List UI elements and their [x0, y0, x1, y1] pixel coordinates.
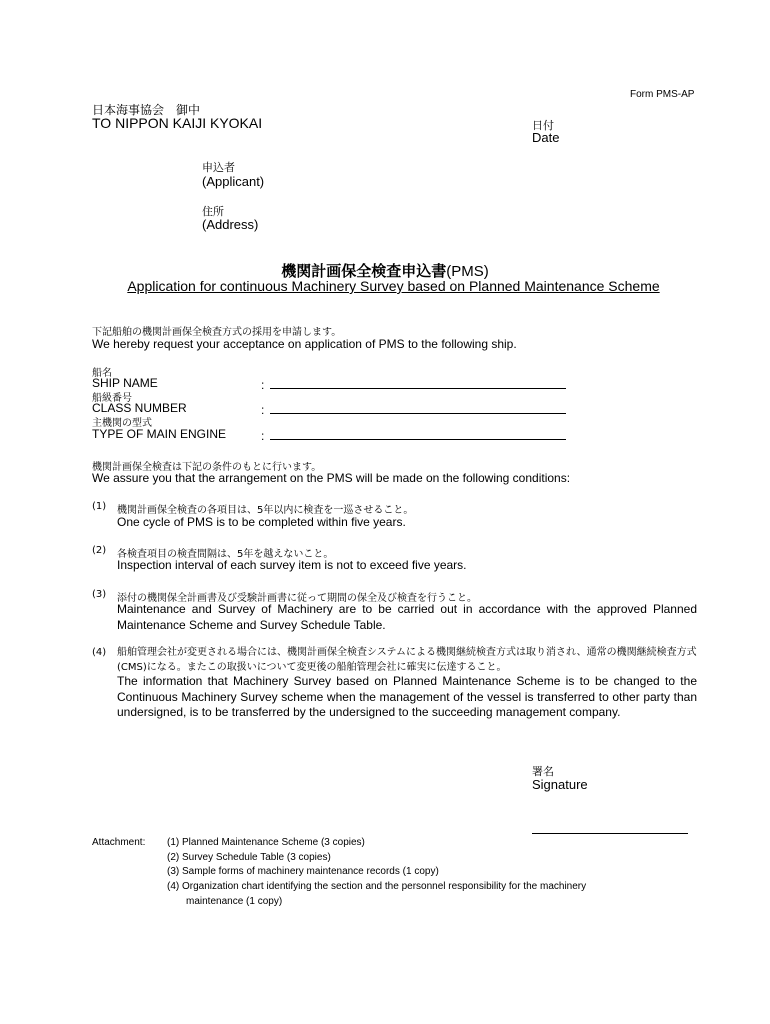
- request-jp: 下記船舶の機関計画保全検査方式の採用を申請します。: [92, 327, 342, 338]
- condition-3-jp: 添付の機関保全計画書及び受験計画書に従って期間の保全及び検査を行うこと。: [117, 593, 477, 604]
- condition-2-number: (2): [92, 545, 107, 556]
- main-engine-label-en: TYPE OF MAIN ENGINE: [92, 427, 227, 441]
- signature-field[interactable]: [532, 833, 688, 834]
- condition-1-en: One cycle of PMS is to be completed within five years.: [117, 515, 406, 529]
- addressee-jp: 日本海事協会 御中: [92, 103, 201, 117]
- main-engine-field[interactable]: [270, 439, 566, 440]
- condition-4-jp: 船舶管理会社が変更される場合には、機関計画保全検査システムによる機関継続検査方式は取り消され、通常の機関継続検査方式(CMS)になる。またこの取扱いについて変更後の船舶管理会社に確実に伝達すること。: [117, 647, 697, 673]
- ship-name-field[interactable]: [270, 388, 566, 389]
- class-number-field[interactable]: [270, 413, 566, 414]
- title-jp-text: 機関計画保全検査申込書: [281, 262, 447, 280]
- title-jp-suffix: (PMS): [446, 263, 489, 280]
- condition-4-en: The information that Machinery Survey based on Planned Maintenance Scheme is to be changed to the Continuous Machinery Survey scheme when the management of the vessel is transferred to other party than undersigned, is to be transferred by the undersigned to the succeeding management company.: [117, 674, 697, 719]
- signature-label-en: Signature: [532, 777, 588, 792]
- date-label-en: Date: [532, 130, 560, 145]
- condition-1-jp: 機関計画保全検査の各項目は、5年以内に検査を一巡させること。: [117, 505, 414, 516]
- attachment-item-4-cont: maintenance (1 copy): [186, 896, 283, 907]
- condition-2-jp: 各検査項目の検査間隔は、5年を越えないこと。: [117, 549, 334, 560]
- ship-name-label-en: SHIP NAME: [92, 376, 158, 390]
- conditions-intro-en: We assure you that the arrangement on the PMS will be made on the following conditions:: [92, 471, 571, 485]
- ship-name-label-jp: 船名: [92, 368, 112, 379]
- main-engine-colon: :: [261, 429, 265, 443]
- applicant-label-en: (Applicant): [202, 174, 265, 189]
- condition-3-en: Maintenance and Survey of Machinery are to be carried out in accordance with the approved Planned Maintenance Scheme and Survey Schedule Table.: [117, 602, 697, 632]
- attachment-item-2: (2) Survey Schedule Table (3 copies): [167, 852, 331, 863]
- date-label-jp: 日付: [532, 119, 554, 132]
- addressee-en: TO NIPPON KAIJI KYOKAI: [92, 115, 263, 131]
- class-number-label-en: CLASS NUMBER: [92, 401, 187, 415]
- condition-1-number: (1): [92, 501, 107, 512]
- applicant-label-jp: 申込者: [202, 161, 235, 174]
- class-number-label-jp: 船級番号: [92, 393, 132, 404]
- attachment-label: Attachment:: [92, 837, 146, 848]
- signature-label-jp: 署名: [532, 765, 554, 778]
- ship-name-colon: :: [261, 378, 265, 392]
- page-title-en: Application for continuous Machinery Survey based on Planned Maintenance Scheme: [127, 278, 660, 294]
- address-label-en: (Address): [202, 217, 259, 232]
- condition-4-number: (4): [92, 647, 107, 658]
- attachment-item-3: (3) Sample forms of machinery maintenance records (1 copy): [167, 866, 439, 877]
- request-en: We hereby request your acceptance on application of PMS to the following ship.: [92, 337, 517, 351]
- main-engine-label-jp: 主機関の型式: [92, 418, 152, 429]
- address-label-jp: 住所: [202, 205, 224, 218]
- attachment-item-4: (4) Organization chart identifying the section and the personnel responsibility for the machinery: [167, 881, 587, 892]
- conditions-intro-jp: 機関計画保全検査は下記の条件のもとに行います。: [92, 462, 322, 473]
- condition-3-number: (3): [92, 589, 107, 600]
- attachment-item-1: (1) Planned Maintenance Scheme (3 copies): [167, 837, 365, 848]
- condition-2-en: Inspection interval of each survey item is not to exceed five years.: [117, 558, 467, 572]
- form-id: Form PMS-AP: [630, 89, 695, 100]
- class-number-colon: :: [261, 403, 265, 417]
